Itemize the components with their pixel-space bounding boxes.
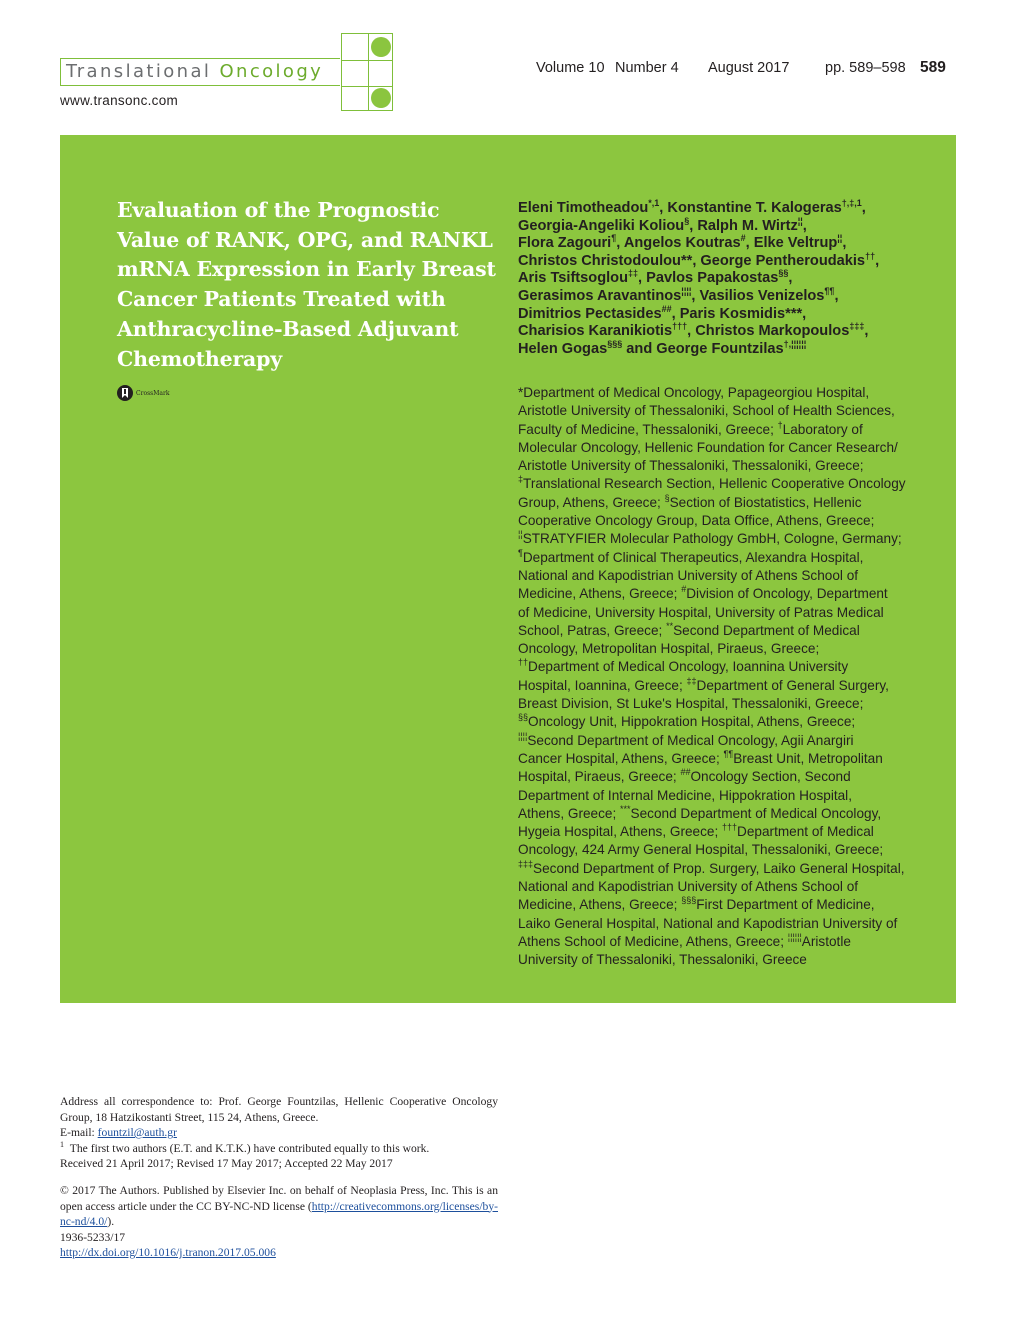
text-run: , [875,252,880,269]
title-line: Evaluation of the Prognostic [117,198,440,222]
email-label: E-mail: [60,1126,98,1139]
title-line: mRNA Expression in Early Breast [117,257,496,282]
text-run: Athens, Greece; [518,805,621,821]
text-run: Division of Oncology, Department [686,586,888,602]
text-run: Department of Medical [737,824,874,840]
superscript-mark: ¶ [611,233,617,244]
text-run: Second Department of Medical [673,622,860,638]
author-line [518,285,938,306]
text-run: Aristotle University of Thessaloniki, Thessaloniki, Greece; [518,458,864,474]
affiliation-line [518,860,938,878]
author-line [518,323,938,341]
received-dates: Received 21 April 2017; Revised 17 May 2017; Accepted 22 May 2017 [60,1157,393,1170]
affiliation-list [518,384,938,970]
text-run: Oncology Unit, Hippokration Hospital, Athens, Greece; [528,714,856,730]
text-run: , [788,270,793,287]
affiliation-line [518,841,938,859]
affiliation-line [518,951,938,969]
text-run: , [834,287,839,304]
page-range-label: pp. 589–598 [825,60,906,76]
text-run: Translational Research Section, Hellenic Cooperative Oncology [523,476,906,492]
title-line: Chemotherapy [117,346,282,371]
license-link[interactable]: http://creativecommons.org/licenses/by-nc-nd/4.0/ [60,1199,498,1228]
license-suffix: ). [107,1215,115,1228]
title-line: Cancer Patients Treated with [117,287,446,312]
text-run: *Department of Medical Oncology, Papageorgiou Hospital, [518,385,870,400]
superscript-mark: ¶¶ [723,748,734,759]
text-run: Helen Gogas [518,340,608,357]
superscript-mark: § [664,492,670,503]
text-run: , Paris Kosmidis***, [671,305,807,322]
affiliation-line [518,421,938,439]
text-run: Faculty of Medicine, Thessaloniki, Greece; [518,421,778,437]
logo-dot-icon [371,88,391,108]
superscript-mark: *** [620,803,631,814]
correspondence-block [60,1094,498,1172]
text-run: Oncology, Metropolitan Hospital, Piraeus, Greece; [518,641,820,657]
text-run: Aris Tsiftsoglou [518,270,628,287]
text-run: Second Department of Medical Oncology, [630,805,882,821]
text-run: National and Kapodistrian University of Athens School of [518,567,859,583]
article-title [117,196,507,374]
crossmark-badge[interactable] [117,385,169,401]
affiliation-line [518,604,938,622]
superscript-mark: ** [666,620,674,631]
superscript-mark: §§ [518,712,529,723]
affiliation-line [518,475,938,493]
text-run: Hygeia Hospital, Athens, Greece; [518,824,723,840]
text-run: Eleni Timotheadou [518,200,649,216]
affiliation-line [518,384,938,402]
text-run: Second Department of Medical Oncology, Agii Anargiri [527,732,854,748]
text-run: , Elke Veltrup [745,235,838,252]
text-run: Hospital, Ioannina, Greece; [518,677,687,693]
text-run: Breast Division, St Luke's Hospital, Thessaloniki, Greece; [518,696,864,712]
affiliation-line [518,823,938,841]
superscript-mark: † [777,419,783,430]
text-run: Cooperative Oncology Group, Data Office, Athens, Greece; [518,513,875,529]
affiliation-line [518,732,938,750]
superscript-mark: ¦¦ [518,529,523,540]
crossmark-label: CrossMark [136,389,170,397]
text-run: Breast Unit, Metropolitan [733,750,883,766]
text-run: Laboratory of [782,421,863,437]
superscript-mark: †,‡,1 [841,198,862,208]
crossmark-icon [117,385,133,401]
affiliation-line [518,494,938,512]
affiliation-line [518,768,938,786]
affiliation-line [518,787,938,805]
affiliation-line [518,512,938,530]
text-run: Flora Zagouri [518,235,612,252]
affiliation-line [518,439,938,457]
journal-url-link[interactable]: www.transonc.com [60,93,179,108]
text-run: Cancer Hospital, Athens, Greece; [518,750,724,766]
affiliation-line [518,896,938,914]
text-run: Section of Biostatistics, Hellenic [669,494,862,510]
superscript-mark: ††† [722,822,738,833]
license-prefix: © 2017 The Authors. Published by Elsevier Inc. on behalf of Neoplasia Press, Inc. This is an open access article under the CC BY-NC-ND license ( [60,1184,498,1213]
text-run: Medicine, Athens, Greece; [518,586,682,602]
author-line [518,338,938,359]
text-run: Laiko General Hospital, National and Kapodistrian University of [518,915,898,931]
author-line [518,215,938,236]
footnote [60,1141,498,1157]
superscript-mark: ‡‡ [686,675,697,686]
page-number: 589 [920,59,946,76]
text-run: of Medicine, University Hospital, University of Patras Medical [518,604,884,620]
superscript-mark: ¦¦¦¦ [518,730,528,741]
text-run: , Ralph M. Wirtz [689,217,798,234]
superscript-mark: ¶¶ [824,285,835,296]
superscript-mark: ## [661,303,672,314]
affiliation-line [518,585,938,603]
text-run: Charisios Karanikiotis [518,323,673,340]
affiliation-line [518,933,938,951]
superscript-mark: ¦¦ [837,233,843,244]
superscript-mark: §§§ [607,338,623,349]
text-run: , [861,200,866,216]
author-line [518,250,938,271]
affiliation-line [518,805,938,823]
text-run: , [802,217,807,234]
affiliation-line [518,658,938,676]
superscript-mark: ‡ [518,474,524,485]
text-run: Christos Christodoulou**, George Pentheroudakis [518,252,866,269]
affiliation-line [518,750,938,768]
text-run: Aristotle [801,933,851,949]
superscript-mark: ¦¦¦¦ [681,285,692,296]
title-line: Value of RANK, OPG, and RANKL [117,227,493,252]
superscript-mark: §§ [778,268,789,279]
text-run: , Pavlos Papakostas [638,270,779,287]
superscript-mark: *,1 [648,198,660,208]
text-run: Department of Internal Medicine, Hippokration Hospital, [518,787,852,803]
issn: 1936-5233/17 [60,1230,126,1244]
affiliation-line [518,640,938,658]
superscript-mark: # [681,584,687,595]
text-run: , [864,323,869,340]
text-run: Second Department of Prop. Surgery, Laiko General Hospital, [533,860,905,876]
author-line [518,303,938,324]
correspondence-address: Address all correspondence to: Prof. George Fountzilas, Hellenic Cooperative Oncology Group, 18 Hatzikostanti Street, 115 24, Athens, Greece. [60,1095,498,1124]
volume-label: Volume 10 [536,60,605,76]
text-run: Oncology Section, Second [690,769,851,785]
affiliation-line [518,878,938,896]
email-link[interactable]: fountzil@auth.gr [97,1126,177,1139]
superscript-mark: ¦¦¦¦¦¦ [787,931,802,942]
superscript-mark: ‡‡ [628,268,639,279]
author-line [518,270,938,288]
superscript-mark: †† [865,250,876,261]
text-run: Gerasimos Aravantinos [518,287,682,304]
journal-name-part1: Translational [66,61,212,82]
superscript-mark: # [740,233,746,244]
footnote-text: The first two authors (E.T. and K.T.K.) have contributed equally to this work. [69,1141,430,1155]
text-run: , Konstantine T. Kalogeras [659,200,842,216]
text-run: and George Fountzilas [622,340,784,357]
affiliation-line [518,402,938,420]
author-list [518,200,938,358]
affiliation-line [518,567,938,585]
issue-number-label: Number 4 [615,60,679,76]
issue-date-label: August 2017 [708,60,790,76]
text-run: University of Thessaloniki, Thessaloniki, Greece [518,952,807,968]
affiliation-line [518,457,938,475]
email-line [60,1125,498,1141]
superscript-mark: §§§ [681,895,697,906]
journal-name-part2: Oncology [219,61,324,82]
affiliation-line [518,915,938,933]
text-run: Georgia-Angeliki Koliou [518,217,685,234]
superscript-mark: § [684,215,690,226]
footnote-mark: 1 [60,1139,64,1149]
text-run: Group, Athens, Greece; [518,494,665,510]
text-run: First Department of Medicine, [696,897,875,913]
text-run: Hospital, Piraeus, Greece; [518,769,681,785]
affiliation-line [518,530,938,548]
text-run: Dimitrios Pectasides [518,305,662,322]
superscript-mark: †,¦¦¦¦¦¦ [783,338,807,349]
text-run: , Christos Markopoulos [687,323,850,340]
superscript-mark: ## [680,767,691,778]
superscript-mark: ‡‡‡ [849,321,865,332]
logo-dot-icon [371,37,391,57]
license-text [60,1183,498,1230]
superscript-mark: ††† [672,321,688,332]
license-block [60,1183,498,1261]
text-run: Aristotle University of Thessaloniki, School of Health Sciences, [518,403,895,419]
text-run: School, Patras, Greece; [518,622,667,638]
affiliation-line [518,622,938,640]
text-run: National and Kapodistrian University of Athens School of [518,879,859,895]
superscript-mark: ¶ [518,547,523,558]
text-run: Oncology, 424 Army General Hospital, Thessaloniki, Greece; [518,842,884,858]
text-run: , [842,235,847,252]
superscript-mark: †† [518,657,529,668]
text-run: STRATYFIER Molecular Pathology GmbH, Cologne, Germany; [522,531,902,547]
superscript-mark: ¦¦ [797,215,803,226]
text-run: Medicine, Athens, Greece; [518,897,682,913]
text-run: , Angelos Koutras [616,235,741,252]
author-line [518,200,938,218]
affiliation-line [518,695,938,713]
affiliation-line [518,677,938,695]
affiliation-line [518,549,938,567]
text-run: Department of Clinical Therapeutics, Alexandra Hospital, [522,549,864,565]
superscript-mark: ‡‡‡ [518,858,534,869]
text-run: Department of General Surgery, [696,677,889,693]
affiliation-line [518,713,938,731]
journal-name[interactable] [66,61,323,82]
text-run: Department of Medical Oncology, Ioannina University [528,659,849,675]
doi-link[interactable]: http://dx.doi.org/10.1016/j.tranon.2017.05.006 [60,1246,276,1259]
text-run: Athens School of Medicine, Athens, Greece; [518,933,788,949]
title-line: Anthracycline-Based Adjuvant [117,316,459,341]
text-run: Molecular Oncology, Hellenic Foundation for Cancer Research/ [518,439,898,455]
text-run: , Vasilios Venizelos [691,287,825,304]
